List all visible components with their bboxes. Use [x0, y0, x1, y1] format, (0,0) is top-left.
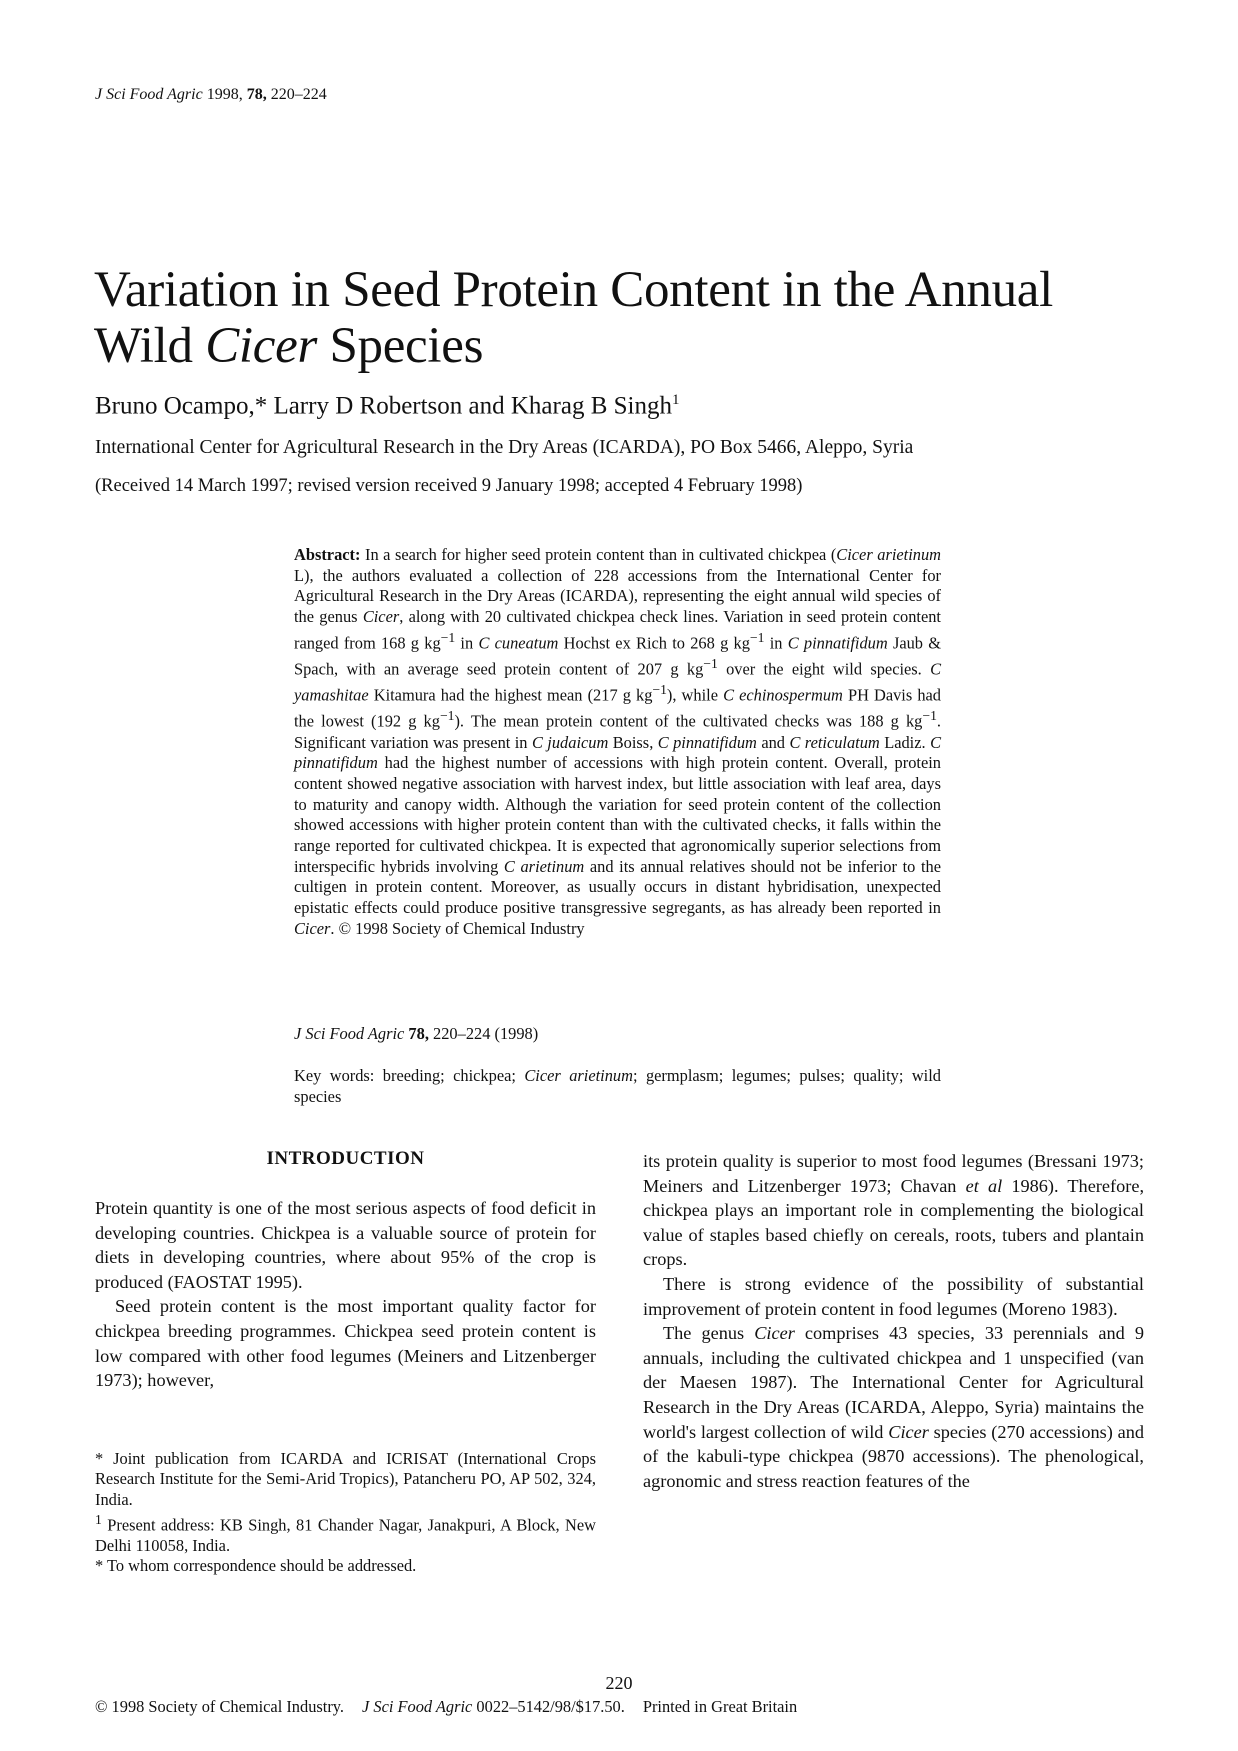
running-head-volume: 78, [246, 86, 267, 103]
copyright-journal: J Sci Food Agric [362, 1697, 473, 1716]
intro-paragraph-2: Seed protein content is the most important quality factor for chickpea breeding programmes. Chickpea seed protein content is low compared with other food legumes (Meiners and Litzenberger 1973); however, [95, 1296, 596, 1391]
author-footnote-marker: 1 [671, 392, 680, 408]
right-italic: Cicer [888, 1421, 929, 1442]
affiliation: International Center for Agricultural Research in the Dry Areas (ICARDA), PO Box 5466, Aleppo, Syria [95, 437, 914, 458]
footnote-2-text: Present address: KB Singh, 81 Chander Nagar, Janakpuri, A Block, New Delhi 110058, India. [95, 1515, 596, 1555]
abstract-italic: C cuneatum [478, 633, 559, 653]
running-head-pages: 220–224 [270, 86, 327, 103]
paper-title-line2-pre: Wild [94, 318, 206, 374]
keywords-text: Key words: breeding; chickpea; [294, 1066, 525, 1085]
keywords-italic: Cicer arietinum [524, 1066, 633, 1085]
received-dates: (Received 14 March 1997; revised version received 9 January 1998; accepted 4 February 1998) [95, 476, 803, 496]
abstract-sup: −1 [922, 708, 937, 724]
left-column [95, 1196, 596, 1393]
abstract-text: Kitamura had the highest mean (217 g kg [368, 685, 653, 705]
abstract-text: ). The mean protein content of the cultivated checks was 188 g kg [454, 711, 923, 731]
abstract-sup: −1 [749, 629, 765, 645]
running-head-journal: J Sci Food Agric [95, 86, 203, 103]
right-text: species (270 accessions) and of the kabuli-type chickpea (9870 accessions). The phenological, agronomic and stress reaction features of the [643, 1421, 1144, 1491]
abstract-text: Boiss, [608, 732, 658, 752]
section-heading-introduction: INTRODUCTION [266, 1148, 425, 1169]
abstract-text: in [455, 633, 479, 653]
abstract-text: In a search for higher seed protein content than in cultivated chickpea ( [360, 545, 837, 564]
copyright-society: © 1998 Society of Chemical Industry. [95, 1697, 345, 1716]
author-list [95, 392, 679, 420]
journal-citation [294, 1024, 538, 1044]
abstract-text: ), while [666, 685, 724, 705]
abstract-italic: C pinnatifidum [657, 732, 757, 752]
footnotes [95, 1449, 596, 1576]
footnote-2 [95, 1510, 596, 1556]
abstract-italic: Cicer arietinum [836, 545, 941, 564]
abstract [294, 545, 941, 940]
paper-title-line2-italic: Cicer [205, 318, 317, 374]
copyright-line [95, 1697, 797, 1717]
abstract-text: . Significant variation was present in [294, 711, 942, 752]
right-paragraph-3 [643, 1321, 1144, 1493]
right-italic: et al [965, 1175, 1003, 1196]
abstract-italic: Cicer [294, 918, 331, 938]
page-number: 220 [605, 1673, 633, 1693]
right-text: comprises 43 species, 33 perennials and 9 annuals, including the cultivated chickpea and 1 unspecified (van der Maesen 1987). The International Center for Agricultural Research in the Dry Areas (ICARDA, Aleppo, Syria) maintains the world's largest collection of wild [643, 1323, 1144, 1442]
copyright-issn: 0022–5142/98/$17.50. [472, 1697, 625, 1716]
abstract-sup: −1 [439, 708, 455, 724]
abstract-text: Jaub & Spach, with an average seed protein content of 207 g kg [294, 633, 941, 679]
citation-volume: 78, [408, 1024, 429, 1043]
footnote-1: * Joint publication from ICARDA and ICRISAT (International Crops Research Institute for the Semi-Arid Tropics), Patancheru PO, AP 502, 324, India. [95, 1449, 596, 1509]
abstract-italic: C echinospermum [723, 685, 843, 705]
citation-rest: 220–224 (1998) [433, 1024, 539, 1043]
abstract-text: PH Davis had the lowest (192 g kg [294, 685, 941, 731]
intro-paragraph-1: Protein quantity is one of the most serious aspects of food deficit in developing countries. Chickpea is a valuable source of protein for diets in developing countries, where about 95% of the crop is produced (FAOSTAT 1995). [95, 1198, 596, 1292]
right-italic: Cicer [754, 1323, 795, 1344]
abstract-text: Ladiz. [879, 732, 931, 752]
abstract-italic: C yamashitae [294, 659, 942, 705]
footnote-3: * To whom correspondence should be addressed. [95, 1555, 417, 1575]
right-paragraph-2: There is strong evidence of the possibility of substantial improvement of protein content in food legumes (Moreno 1983). [643, 1273, 1144, 1319]
paper-title-line1: Variation in Seed Protein Content in the Annual [94, 262, 1054, 318]
abstract-sup: −1 [652, 682, 667, 698]
right-column [643, 1149, 1144, 1493]
abstract-label: Abstract: [294, 545, 361, 564]
abstract-text: and [756, 732, 790, 752]
running-head-year: 1998, [206, 86, 243, 103]
abstract-text: , along with 20 cultivated chickpea check lines. Variation in seed protein content ranged from 168 g kg [294, 607, 941, 653]
paper-title-line2-post: Species [317, 318, 484, 374]
running-head [95, 86, 327, 104]
abstract-text: over the eight wild species. [717, 659, 931, 679]
abstract-italic: C reticulatum [789, 732, 880, 752]
author-names: Bruno Ocampo,* Larry D Robertson and Kharag B Singh [95, 392, 672, 420]
paper-title [94, 262, 1154, 374]
abstract-text: in [764, 633, 788, 653]
keywords-text: ; germplasm; legumes; pulses; quality; wild species [294, 1066, 941, 1106]
right-text: 1986). Therefore, chickpea plays an important role in complementing the biological value of staples based chiefly on cereals, roots, tubers and plantain crops. [643, 1175, 1145, 1270]
citation-journal: J Sci Food Agric [294, 1024, 405, 1043]
abstract-text: and its annual relatives should not be inferior to the cultigen in protein content. Moreover, as usually occurs in distant hybridisation, unexpected epistatic effects could produce positive transgressive segregants, as has already been reported in [294, 856, 941, 918]
copyright-printed: Printed in Great Britain [642, 1697, 798, 1716]
right-text: its protein quality is superior to most food legumes (Bressani 1973; Meiners and Litzenberger 1973; Chavan [643, 1151, 1144, 1196]
abstract-text: had the highest number of accessions with high protein content. Overall, protein content showed negative association with harvest index, but little association with leaf area, days to maturity and canopy width. Although the variation for seed protein content of the collection showed accessions with higher protein content than with the cultivated checks, it falls within the range reported for cultivated chickpea. It is expected that agronomically superior selections from interspecific hybrids involving [294, 753, 941, 876]
right-text: The genus [663, 1323, 755, 1344]
abstract-italic: C pinnatifidum [294, 732, 941, 773]
abstract-italic: C arietinum [503, 856, 585, 876]
abstract-italic: Cicer [362, 607, 400, 627]
abstract-sup: −1 [703, 655, 718, 671]
footnote-2-marker: 1 [95, 1511, 102, 1527]
abstract-italic: C pinnatifidum [787, 633, 888, 653]
abstract-sup: −1 [440, 629, 456, 645]
keywords [294, 1066, 941, 1107]
abstract-text: L), the authors evaluated a collection of 228 accessions from the International Center for Agricultural Research in the Dry Areas (ICARDA), representing the eight annual wild species of the genus [294, 565, 941, 627]
abstract-text: Hochst ex Rich to 268 g kg [558, 633, 750, 653]
abstract-text: . © 1998 Society of Chemical Industry [330, 918, 585, 938]
abstract-italic: C judaicum [531, 732, 609, 752]
right-paragraph-1 [643, 1149, 1144, 1272]
